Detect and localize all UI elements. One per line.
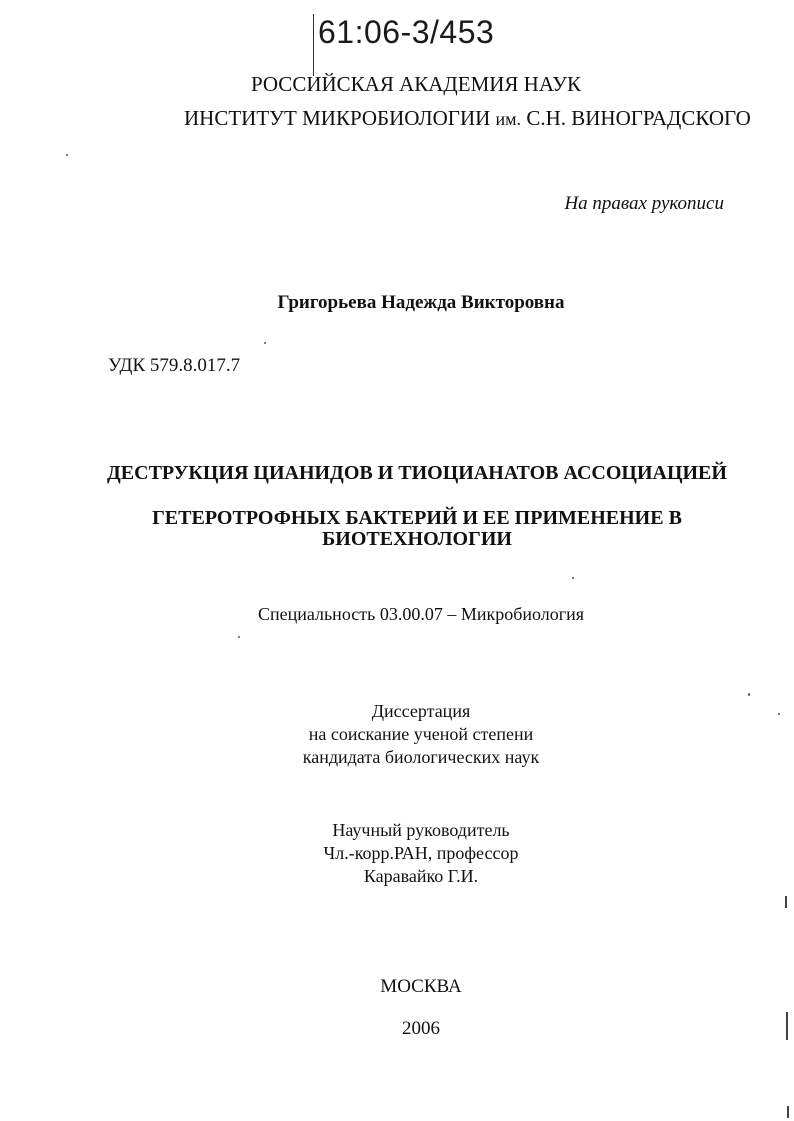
advisor-block — [0, 819, 794, 888]
scan-speck — [778, 713, 780, 715]
dissertation-line-3: кандидата биологических наук — [302, 747, 540, 767]
institute-name-prefix: ИНСТИТУТ МИКРОБИОЛОГИИ — [184, 106, 496, 130]
scan-speck — [264, 342, 266, 344]
advisor-line-2: Чл.-корр.РАН, профессор — [323, 843, 519, 863]
year: 2006 — [402, 1018, 440, 1039]
academy-name: РОССИЙСКАЯ АКАДЕМИЯ НАУК — [250, 72, 582, 96]
thesis-title-line-2: ГЕТЕРОТРОФНЫХ БАКТЕРИЙ И ЕЕ ПРИМЕНЕНИЕ В — [152, 507, 682, 529]
institute-name-suffix: С.Н. ВИНОГРАДСКОГО — [521, 106, 751, 130]
scan-edge-mark — [785, 896, 787, 908]
scan-edge-mark — [786, 1012, 788, 1040]
scan-speck — [748, 693, 750, 696]
dissertation-block — [0, 700, 794, 769]
specialty: Специальность 03.00.07 – Микробиология — [257, 604, 585, 624]
author-name: Григорьева Надежда Викторовна — [277, 292, 565, 313]
dissertation-line-1: Диссертация — [371, 701, 471, 721]
scan-edge-mark — [787, 1106, 789, 1118]
thesis-title-line-1: ДЕСТРУКЦИЯ ЦИАНИДОВ И ТИОЦИАНАТОВ АССОЦИАЦИЕЙ — [107, 462, 727, 484]
archive-stamp-code: 61:06-3/453 — [318, 14, 495, 50]
stamp-divider — [313, 14, 314, 76]
city: МОСКВА — [380, 976, 462, 997]
institute-name — [184, 106, 751, 131]
advisor-line-1: Научный руководитель — [332, 820, 510, 840]
scan-speck — [66, 154, 68, 156]
thesis-title-line-3: БИОТЕХНОЛОГИИ — [322, 528, 512, 550]
dissertation-line-2: на соискание ученой степени — [308, 724, 534, 744]
institute-name-im: им. — [495, 109, 522, 129]
udk-code: УДК 579.8.017.7 — [108, 355, 241, 376]
scan-speck — [572, 577, 574, 579]
manuscript-rights-note: На правах рукописи — [564, 193, 724, 214]
advisor-line-3: Каравайко Г.И. — [363, 866, 479, 886]
scan-speck — [238, 636, 240, 638]
